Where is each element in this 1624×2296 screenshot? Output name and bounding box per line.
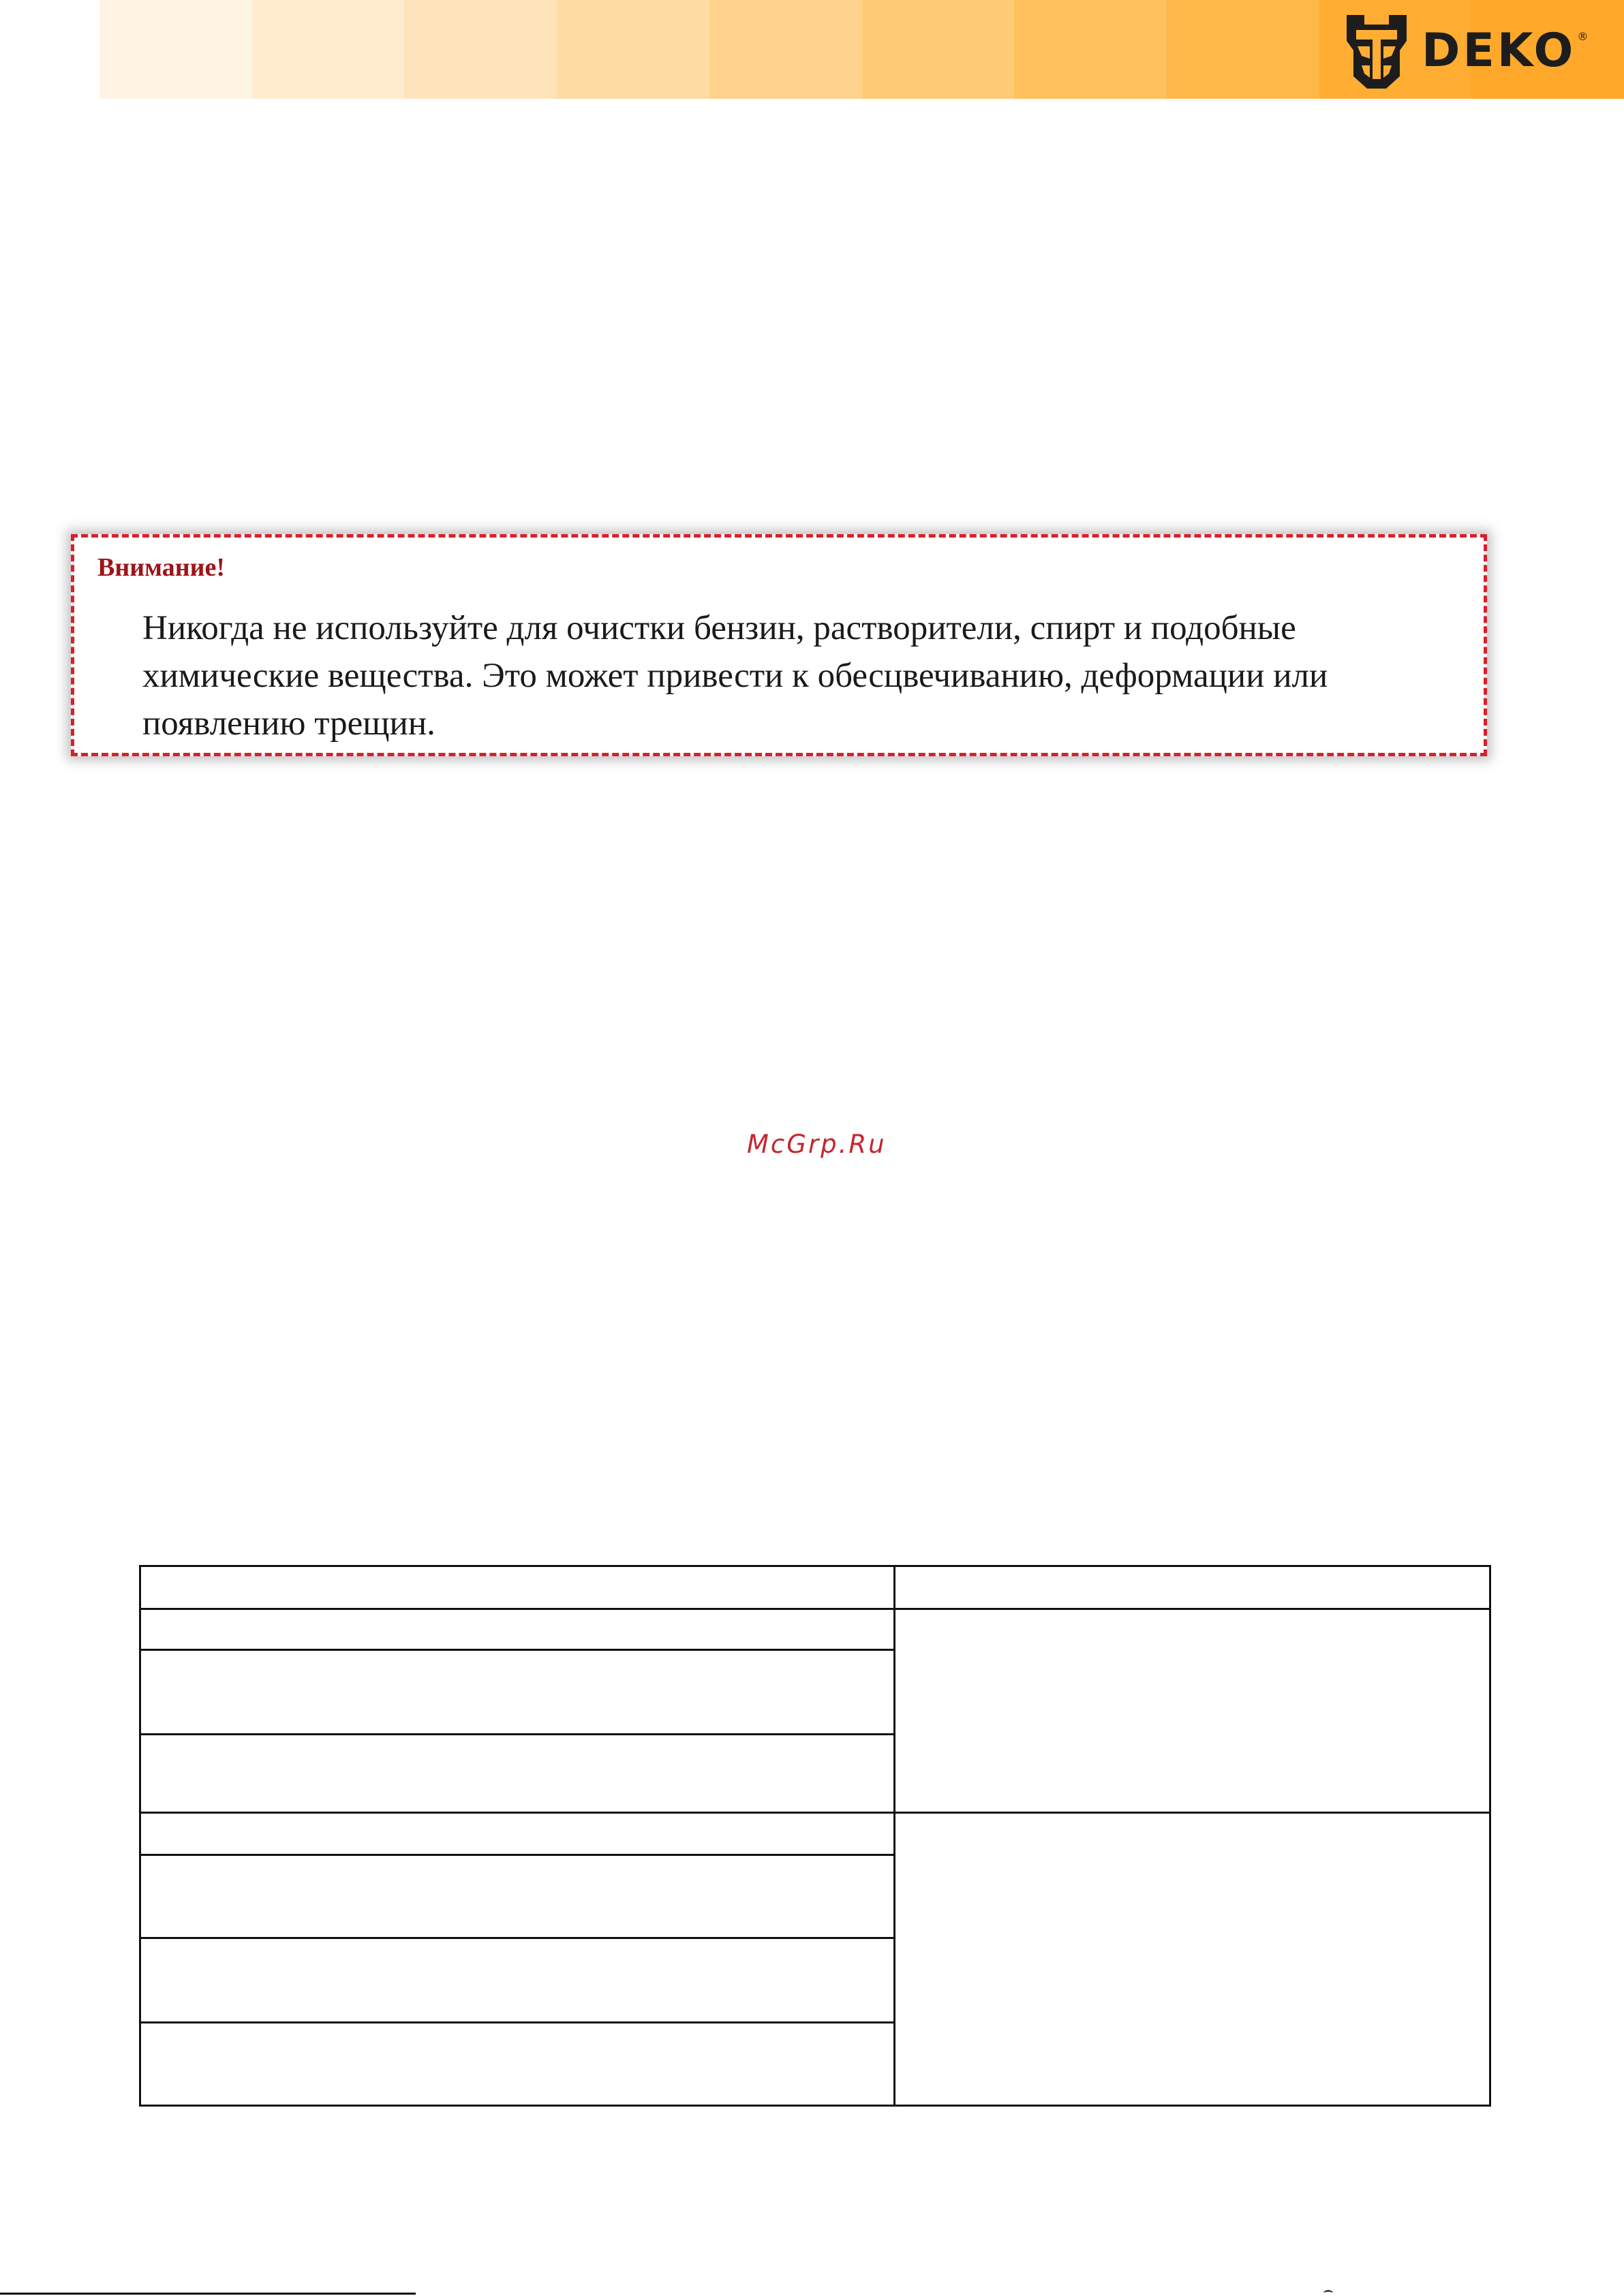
table-header-row — [140, 1566, 1490, 1609]
footer-rule — [0, 2293, 416, 2295]
table-cell — [140, 2023, 895, 2106]
table-cell — [140, 1855, 895, 1938]
warning-text: Никогда не используйте для очистки бензин, растворители, спирт и подобные химические вещества. Это может привести к обесцвечиванию, деформации или появлению трещин. — [142, 609, 1328, 743]
banner-segment — [99, 0, 252, 99]
table-cell — [140, 1650, 895, 1735]
warning-title: Внимание! — [97, 553, 226, 582]
table-cell — [140, 1609, 895, 1650]
warning-box — [71, 534, 1487, 756]
banner-segment — [1167, 0, 1319, 99]
table-cell — [140, 1813, 895, 1855]
table-cell-merged — [895, 1609, 1490, 1813]
brand-logo — [1341, 11, 1614, 91]
table-cell — [140, 1735, 895, 1813]
table-cell — [140, 1566, 895, 1609]
spec-table — [139, 1565, 1491, 2107]
brand-name: DEKO — [1422, 24, 1576, 78]
table-row — [140, 1813, 1490, 1855]
table-cell — [140, 1938, 895, 2023]
table-cell-merged — [895, 1813, 1490, 2106]
banner-segment — [1014, 0, 1167, 99]
banner-segment — [557, 0, 709, 99]
banner-segment — [862, 0, 1015, 99]
watermark: McGrp.Ru — [747, 1130, 887, 1159]
table-cell — [895, 1566, 1490, 1609]
robot-head-logo-icon — [1341, 11, 1412, 91]
banner-segment — [404, 0, 557, 99]
table-row — [140, 1609, 1490, 1650]
banner-segment — [709, 0, 862, 99]
banner-segment — [252, 0, 405, 99]
registered-mark: ® — [1577, 30, 1589, 43]
